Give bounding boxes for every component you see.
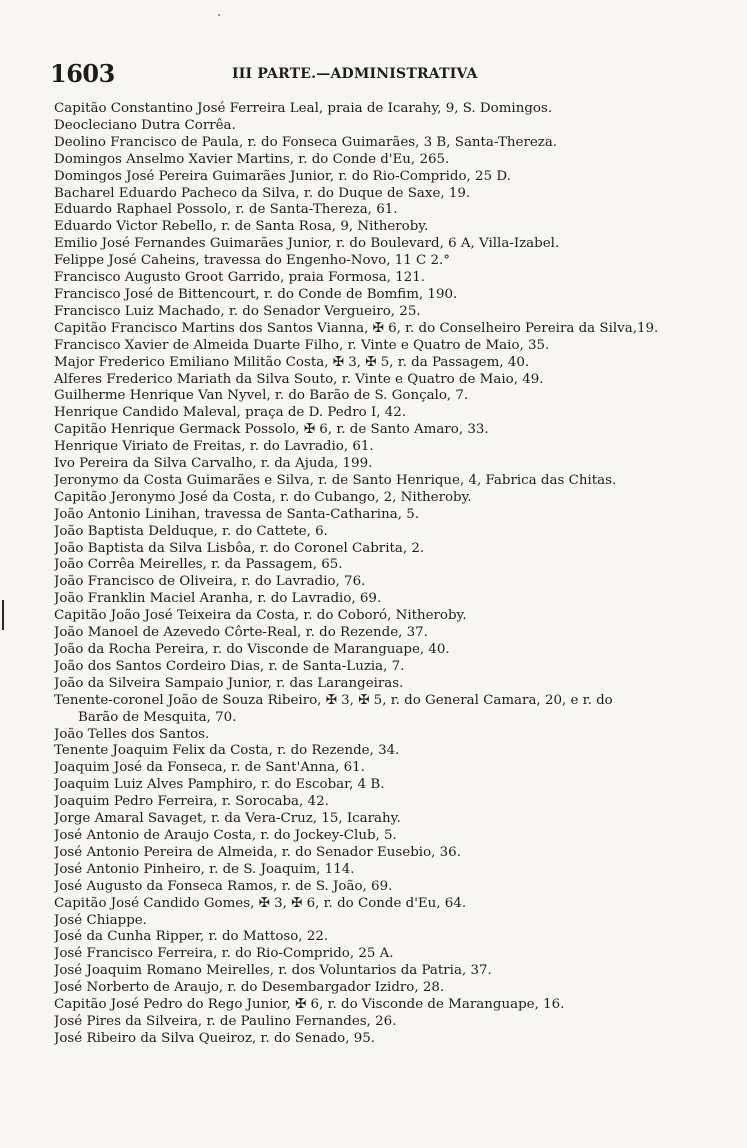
directory-entry: João Antonio Linihan, travessa de Santa-Catharina, 5. (54, 506, 419, 522)
directory-entry: João Baptista Delduque, r. do Cattete, 6. (54, 523, 328, 539)
directory-entry: José Antonio de Araujo Costa, r. do Jockey-Club, 5. (54, 827, 397, 843)
directory-entry: João da Silveira Sampaio Junior, r. das Larangeiras. (54, 675, 404, 691)
directory-entry: José Francisco Ferreira, r. do Rio-Comprido, 25 A. (54, 946, 394, 962)
directory-entry: João Manoel de Azevedo Côrte-Real, r. do Rezende, 37. (54, 625, 428, 641)
directory-entry: Capitão José Candido Gomes, ✠ 3, ✠ 6, r. do Conde d'Eu, 64. (54, 895, 467, 911)
directory-entry: Deolino Francisco de Paula, r. do Fonseca Guimarães, 3 B, Santa-Thereza. (54, 134, 558, 150)
margin-mark (2, 600, 4, 630)
directory-entry: João da Rocha Pereira, r. do Visconde de Maranguape, 40. (54, 642, 450, 657)
directory-entry: José Pires da Silveira, r. de Paulino Fernandes, 26. (54, 1013, 397, 1029)
directory-entry: Capitão Henrique Germack Possolo, ✠ 6, r. de Santo Amaro, 33. (54, 422, 489, 438)
directory-entry: Major Frederico Emiliano Militão Costa, ✠ 3, ✠ 5, r. da Passagem, 40. (54, 354, 530, 370)
directory-entry: Capitão Constantino José Ferreira Leal, praia de Icarahy, 9, S. Domingos. (54, 101, 553, 116)
directory-entry: João Telles dos Santos. (54, 726, 210, 742)
directory-entry: Domingos Anselmo Xavier Martins, r. do Conde d'Eu, 265. (54, 151, 450, 167)
directory-entry: José da Cunha Ripper, r. do Mattoso, 22. (54, 929, 329, 945)
running-head: III PARTE.—ADMINISTRATIVA (232, 66, 478, 82)
directory-entry: Capitão Jeronymo José da Costa, r. do Cubango, 2, Nitheroby. (54, 489, 472, 505)
directory-entry: Capitão João José Teixeira da Costa, r. do Coboró, Nitheroby. (54, 608, 467, 624)
directory-entry: Henrique Viriato de Freitas, r. do Lavradio, 61. (54, 439, 374, 455)
directory-entry: José Antonio Pereira de Almeida, r. do Senador Eusebio, 36. (54, 844, 461, 860)
page-header (50, 60, 707, 88)
directory-entry: Eduardo Raphael Possolo, r. de Santa-Thereza, 61. (54, 202, 398, 218)
directory-entry: João Baptista da Silva Lisbôa, r. do Coronel Cabrita, 2. (54, 540, 425, 556)
directory-entry: Joaquim Pedro Ferreira, r. Sorocaba, 42. (54, 794, 329, 810)
directory-entry: Alferes Frederico Mariath da Silva Souto, r. Vinte e Quatro de Maio, 49. (54, 371, 544, 387)
directory-entry: José Norberto de Araujo, r. do Desembargador Izidro, 28. (54, 980, 445, 996)
directory-entry: Francisco Luiz Machado, r. do Senador Vergueiro, 25. (54, 303, 421, 319)
directory-entry: Francisco José de Bittencourt, r. do Conde de Bomfim, 190. (54, 286, 458, 302)
directory-entry: Henrique Candido Maleval, praça de D. Pedro I, 42. (54, 405, 407, 421)
directory-entry: Capitão Francisco Martins dos Santos Vianna, ✠ 6, r. do Conselheiro Pereira da Silva,19. (54, 320, 659, 336)
directory-entry: João Francisco de Oliveira, r. do Lavradio, 76. (54, 574, 366, 590)
directory-entry: Ivo Pereira da Silva Carvalho, r. da Ajuda, 199. (54, 456, 373, 472)
directory-entry: Joaquim José da Fonseca, r. de Sant'Anna, 61. (54, 760, 365, 776)
directory-list (54, 101, 714, 1048)
directory-entry-continuation: Barão de Mesquita, 70. (78, 709, 237, 725)
directory-entry: João Corrêa Meirelles, r. da Passagem, 65. (54, 557, 343, 573)
directory-entry: Felippe José Caheins, travessa do Engenho-Novo, 11 C 2.° (54, 253, 450, 269)
scan-speck (218, 14, 220, 16)
directory-entry: Eduardo Victor Rebello, r. de Santa Rosa, 9, Nitheroby. (54, 219, 429, 235)
directory-entry: José Augusto da Fonseca Ramos, r. de S. João, 69. (54, 878, 393, 894)
directory-entry: Domingos José Pereira Guimarães Junior, r. do Rio-Comprido, 25 D. (54, 168, 511, 184)
directory-entry: Jorge Amaral Savaget, r. da Vera-Cruz, 15, Icarahy. (54, 811, 401, 827)
directory-entry: Tenente-coronel João de Souza Ribeiro, ✠ 3, ✠ 5, r. do General Camara, 20, e r. do (54, 692, 613, 708)
directory-entry: Deocleciano Dutra Corrêa. (54, 117, 236, 133)
directory-entry: Tenente Joaquim Felix da Costa, r. do Rezende, 34. (54, 743, 400, 759)
directory-entry: João dos Santos Cordeiro Dias, r. de Santa-Luzia, 7. (54, 658, 405, 674)
directory-entry: José Chiappe. (54, 912, 147, 928)
directory-entry: Capitão José Pedro do Rego Junior, ✠ 6, r. do Visconde de Maranguape, 16. (54, 997, 565, 1013)
directory-entry: José Antonio Pinheiro, r. de S. Joaquim, 114. (54, 861, 355, 877)
directory-entry: Guilherme Henrique Van Nyvel, r. do Barão de S. Gonçalo, 7. (54, 388, 469, 404)
directory-entry: João Franklin Maciel Aranha, r. do Lavradio, 69. (54, 591, 382, 607)
directory-entry: José Ribeiro da Silva Queiroz, r. do Senado, 95. (54, 1030, 376, 1046)
directory-entry: Francisco Augusto Groot Garrido, praia Formosa, 121. (54, 270, 426, 286)
page-number: 1603 (50, 59, 115, 88)
directory-entry: José Joaquim Romano Meirelles, r. dos Voluntarios da Patria, 37. (54, 963, 492, 979)
directory-entry: Francisco Xavier de Almeida Duarte Filho, r. Vinte e Quatro de Maio, 35. (54, 337, 550, 353)
directory-entry: Joaquim Luiz Alves Pamphiro, r. do Escobar, 4 B. (54, 777, 385, 793)
directory-entry: Emilio José Fernandes Guimarães Junior, r. do Boulevard, 6 A, Villa-Izabel. (54, 236, 560, 252)
directory-entry: Bacharel Eduardo Pacheco da Silva, r. do Duque de Saxe, 19. (54, 185, 471, 201)
directory-entry: Jeronymo da Costa Guimarães e Silva, r. de Santo Henrique, 4, Fabrica das Chitas. (54, 472, 617, 488)
